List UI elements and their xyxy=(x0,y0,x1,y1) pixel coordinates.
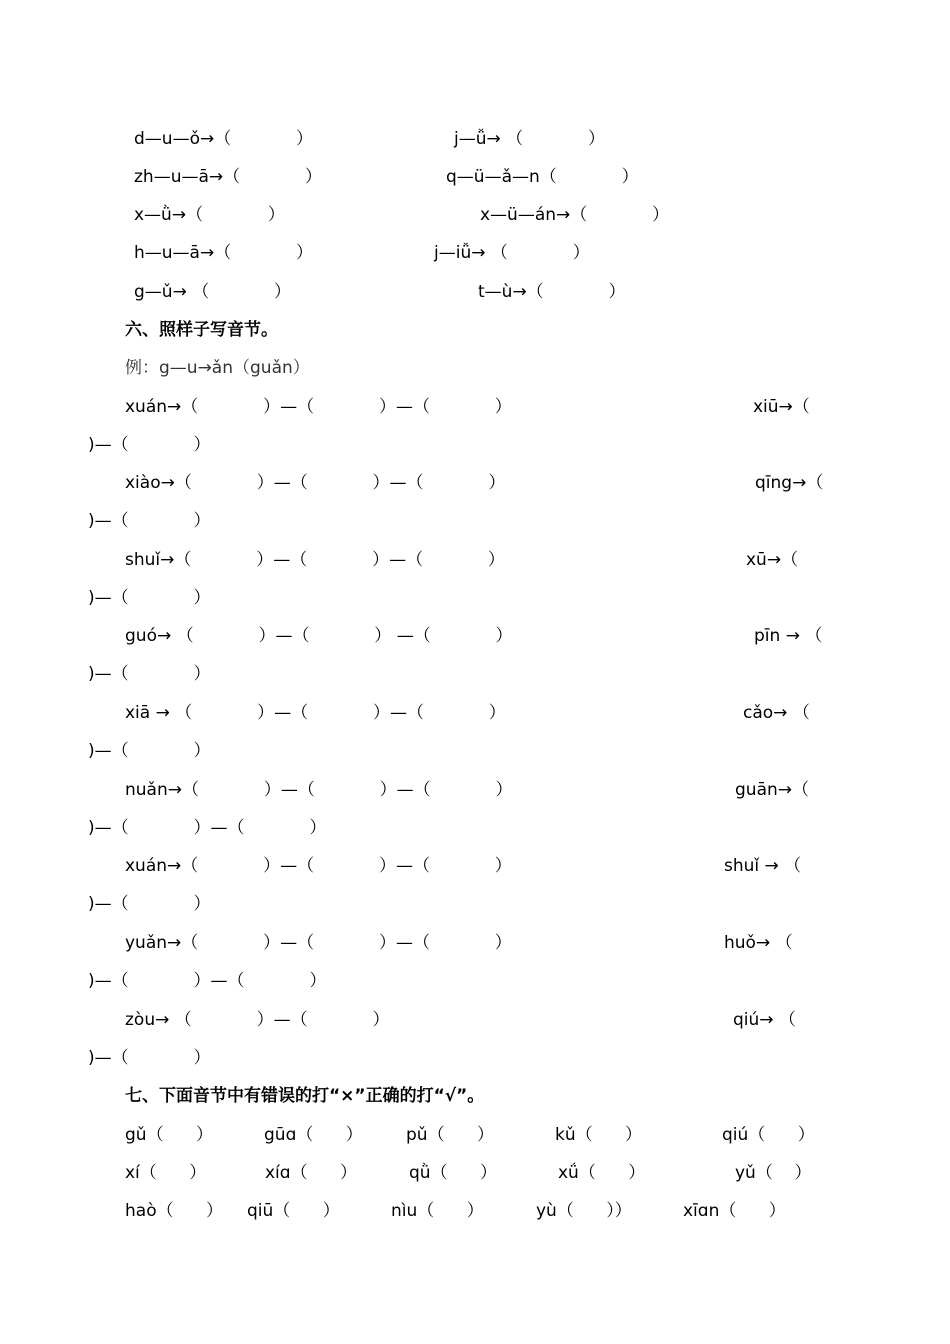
section6-line: xuán→（ ）—（ ）—（ ） xyxy=(125,856,512,876)
section6-line: pīn → （ xyxy=(754,626,823,646)
section6-line: )—（ ） xyxy=(88,664,211,684)
section7-item: pǔ（ ） xyxy=(406,1125,494,1145)
section5-line: g—ǔ→ （ ） xyxy=(134,282,292,302)
section6-line: qīng→（ xyxy=(755,473,824,493)
section7-item: xíɑ（ ） xyxy=(265,1163,357,1183)
section7-item: xīɑn（ ） xyxy=(683,1201,786,1221)
section5-line: x—ǜ→（ ） xyxy=(134,205,285,225)
section5-line: t—ù→（ ） xyxy=(478,282,626,302)
section6-line: yuǎn→（ ）—（ ）—（ ） xyxy=(125,933,512,953)
section6-line: xiào→（ ）—（ ）—（ ） xyxy=(125,473,506,493)
section6-title: 六、照样子写音节。 xyxy=(125,320,278,340)
section7-item: yǔ（ ） xyxy=(735,1163,812,1183)
section6-line: guó→ （ ）—（ ） —（ ） xyxy=(125,626,513,646)
section5-line: zh—u—ā→（ ） xyxy=(134,167,322,187)
section7-title: 七、下面音节中有错误的打“×”正确的打“√”。 xyxy=(125,1086,485,1106)
section6-line: xiā → （ ）—（ ）—（ ） xyxy=(125,703,506,723)
section5-line: q—ü—ǎ—n（ ） xyxy=(446,167,639,187)
section6-line: nuǎn→（ ）—（ ）—（ ） xyxy=(125,780,513,800)
section7-item: yù（ ）） xyxy=(536,1201,632,1221)
section5-line: h—u—ā→（ ） xyxy=(134,243,314,263)
section7-item: qiú（ ） xyxy=(722,1125,815,1145)
section6-line: xū→（ xyxy=(746,550,799,570)
section6-line: )—（ ） xyxy=(88,435,211,455)
section6-line: )—（ ） xyxy=(88,511,211,531)
section7-item: nìu（ ） xyxy=(391,1201,484,1221)
section6-line: shuǐ → （ xyxy=(724,856,802,876)
section7-item: gǔ（ ） xyxy=(125,1125,213,1145)
section7-item: haò（ ） xyxy=(125,1201,224,1221)
section6-line: )—（ ） xyxy=(88,1048,211,1068)
section6-line: )—（ ） xyxy=(88,894,211,914)
section7-item: xí（ ） xyxy=(125,1163,207,1183)
section6-line: shuǐ→（ ）—（ ）—（ ） xyxy=(125,550,505,570)
section6-line: )—（ ）—（ ） xyxy=(88,971,327,991)
section6-line: huǒ→ （ xyxy=(724,933,793,953)
section6-line: cǎo→ （ xyxy=(743,703,810,723)
section7-item: kǔ（ ） xyxy=(555,1125,643,1145)
section6-line: qiú→ （ xyxy=(733,1010,796,1030)
section5-line: x—ü—án→（ ） xyxy=(480,205,670,225)
section6-line: xuán→（ ）—（ ）—（ ） xyxy=(125,397,512,417)
section5-line: j—iǚ→ （ ） xyxy=(434,243,590,263)
section6-line: )—（ ） xyxy=(88,741,211,761)
section5-line: j—ǚ→ （ ） xyxy=(454,129,605,149)
section6-example: 例：g—u→ǎn（guǎn） xyxy=(125,358,310,378)
section7-item: qǜ（ ） xyxy=(409,1163,497,1183)
section6-line: zòu→ （ ）—（ ） xyxy=(125,1010,390,1030)
section6-line: )—（ ）—（ ） xyxy=(88,818,327,838)
section6-line: guān→（ xyxy=(735,780,810,800)
section7-item: qiū（ ） xyxy=(247,1201,340,1221)
section7-item: gūɑ（ ） xyxy=(264,1125,363,1145)
section5-line: d—u—ǒ→（ ） xyxy=(134,129,314,149)
section6-line: xiū→（ xyxy=(753,397,810,417)
section7-item: xǘ（ ） xyxy=(558,1163,646,1183)
section6-line: )—（ ） xyxy=(88,588,211,608)
